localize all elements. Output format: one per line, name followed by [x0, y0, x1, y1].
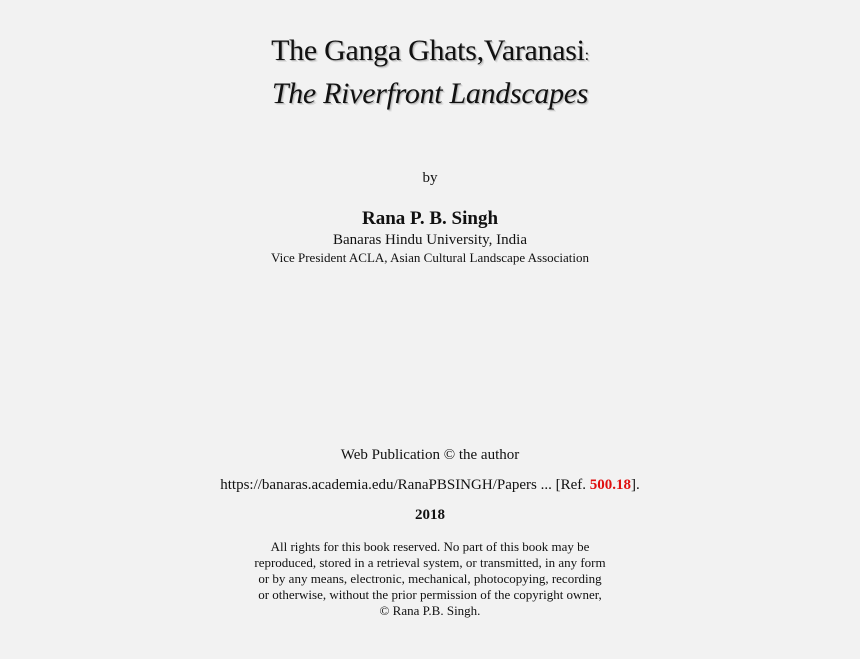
- rights-line: or otherwise, without the prior permission of the copyright owner,: [258, 587, 602, 602]
- author-affiliation: Banaras Hindu University, India: [333, 232, 527, 248]
- title-block: [0, 32, 860, 113]
- rights-line: or by any means, electronic, mechanical, photocopying, recording: [258, 571, 602, 586]
- title-colon: :: [584, 47, 589, 64]
- author-name: Rana P. B. Singh: [361, 208, 499, 229]
- publication-block: [0, 446, 860, 525]
- rights-line: All rights for this book reserved. No part of this book may be: [270, 539, 590, 554]
- publication-year: 2018: [415, 507, 445, 523]
- title-subtitle: The Riverfront Landscapes: [271, 77, 589, 110]
- author-block: [0, 208, 860, 267]
- rights-line: reproduced, stored in a retrieval system, or transmitted, in any form: [254, 555, 606, 570]
- url-suffix: ].: [631, 477, 640, 493]
- title-main-text: The Ganga Ghats,Varanasi: [271, 34, 585, 67]
- by-label: by: [422, 170, 438, 186]
- publication-url-line: [0, 476, 860, 495]
- rights-line: © Rana P.B. Singh.: [379, 603, 481, 618]
- reference-number: 500.18: [589, 477, 631, 493]
- publication-url: https://banaras.academia.edu/RanaPBSINGH/Papers ... [Ref.: [220, 477, 590, 493]
- title-main: [0, 32, 860, 75]
- author-role: Vice President ACLA, Asian Cultural Landscape Association: [270, 250, 590, 265]
- publication-line: Web Publication © the author: [340, 447, 520, 463]
- rights-notice: [0, 539, 860, 619]
